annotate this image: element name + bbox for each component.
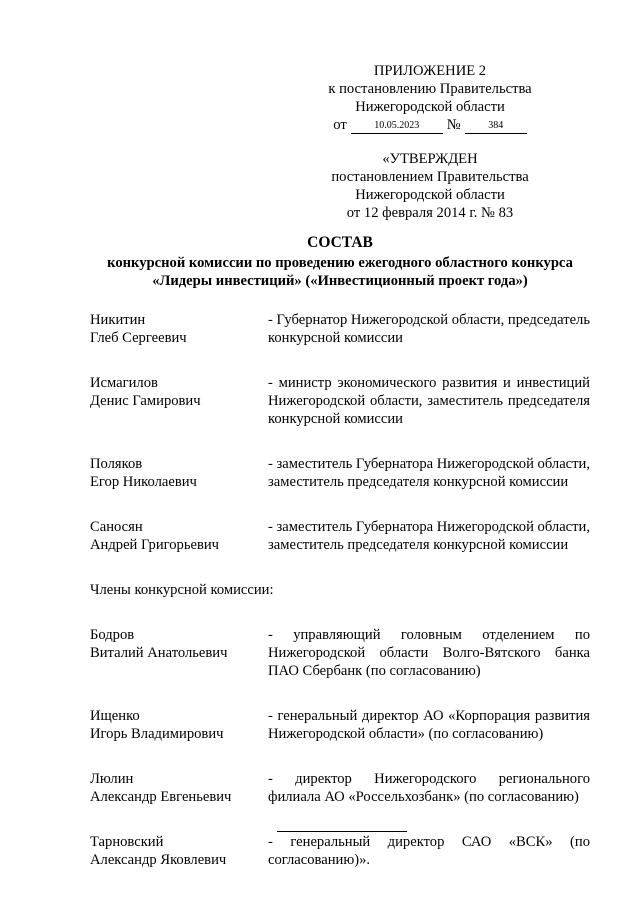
member-given-name: Глеб Сергеевич bbox=[90, 330, 187, 346]
member-surname: Люлин bbox=[90, 771, 134, 787]
member-given-name: Андрей Григорьевич bbox=[90, 537, 220, 553]
date-prefix: от bbox=[333, 117, 347, 133]
appendix-line-1: к постановлению Правительства bbox=[328, 81, 532, 97]
date-value: 10.05.2023 bbox=[351, 120, 443, 134]
appendix-title: ПРИЛОЖЕНИЕ 2 bbox=[373, 63, 487, 79]
member-surname: Ищенко bbox=[90, 708, 140, 724]
member-role: - министр экономического развития и инвестиций Нижегородской области, заместитель председателя конкурсной комиссии bbox=[268, 375, 590, 427]
member-role: - заместитель Губернатора Нижегородской области, заместитель председателя конкурсной комиссии bbox=[268, 456, 590, 490]
member-given-name: Виталий Анатольевич bbox=[90, 645, 228, 661]
appendix-date-line bbox=[300, 116, 560, 134]
member-role: - генеральный директор АО «Корпорация развития Нижегородской области» (по согласованию) bbox=[268, 708, 590, 742]
approved-line-2: постановлением Правительства bbox=[331, 169, 529, 185]
approved-line-1: «УТВЕРЖДЕН bbox=[382, 151, 478, 167]
member-surname: Бодров bbox=[90, 627, 135, 643]
number-value: 384 bbox=[465, 120, 527, 134]
title-line-1: конкурсной комиссии по проведению ежегодного областного конкурса bbox=[107, 255, 573, 271]
approved-block bbox=[300, 150, 560, 222]
member-surname: Исмагилов bbox=[90, 375, 158, 391]
list-item bbox=[90, 374, 590, 428]
list-item bbox=[90, 707, 590, 743]
list-item bbox=[90, 833, 590, 869]
member-surname: Поляков bbox=[90, 456, 143, 472]
member-given-name: Денис Гамирович bbox=[90, 393, 201, 409]
member-given-name: Егор Николаевич bbox=[90, 474, 197, 490]
member-given-name: Игорь Владимирович bbox=[90, 726, 224, 742]
number-prefix: № bbox=[446, 117, 461, 133]
member-given-name: Александр Евгеньевич bbox=[90, 789, 232, 805]
appendix-line-2: Нижегородской области bbox=[355, 99, 505, 115]
title-line-2: «Лидеры инвестиций» («Инвестиционный проект года») bbox=[152, 273, 528, 289]
member-role: - заместитель Губернатора Нижегородской области, заместитель председателя конкурсной комиссии bbox=[268, 519, 590, 553]
commission-list bbox=[90, 311, 590, 869]
list-item bbox=[90, 770, 590, 806]
list-item bbox=[90, 626, 590, 680]
member-role: - директор Нижегородского регионального филиала АО «Россельхозбанк» (по согласованию) bbox=[268, 771, 590, 805]
list-item bbox=[90, 518, 590, 554]
document-title bbox=[90, 234, 590, 290]
member-role: - Губернатор Нижегородской области, председатель конкурсной комиссии bbox=[268, 312, 590, 346]
list-item bbox=[90, 455, 590, 491]
closing-divider bbox=[277, 831, 407, 832]
member-given-name: Александр Яковлевич bbox=[90, 852, 227, 868]
members-label: Члены конкурсной комиссии: bbox=[90, 582, 274, 598]
appendix-block bbox=[300, 62, 560, 134]
approved-line-4: от 12 февраля 2014 г. № 83 bbox=[346, 205, 514, 221]
member-surname: Тарновский bbox=[90, 834, 164, 850]
title-heading: СОСТАВ bbox=[307, 234, 373, 251]
member-surname: Никитин bbox=[90, 312, 146, 328]
list-item bbox=[90, 311, 590, 347]
member-surname: Саносян bbox=[90, 519, 143, 535]
approved-line-3: Нижегородской области bbox=[355, 187, 505, 203]
member-role: - управляющий головным отделением по Нижегородской области Волго-Вятского банка ПАО Сбербанк (по согласованию) bbox=[268, 627, 590, 679]
member-role: - генеральный директор САО «ВСК» (по согласованию)». bbox=[268, 834, 590, 868]
